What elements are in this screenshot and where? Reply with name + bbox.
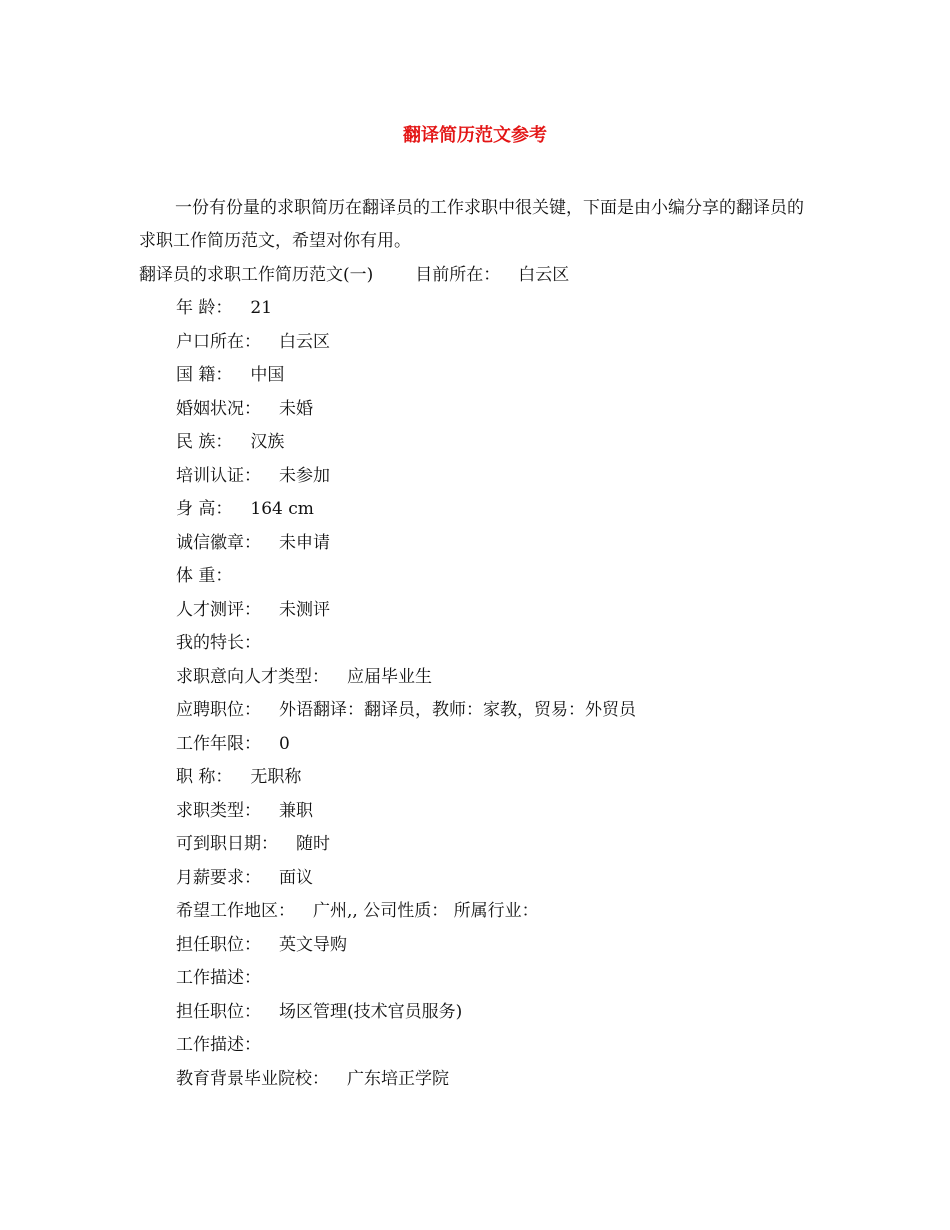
field-label: 担任职位： <box>176 1001 261 1022</box>
field-row <box>176 895 636 929</box>
field-value: 未申请 <box>279 532 330 553</box>
field-row <box>176 493 636 527</box>
field-row <box>176 996 636 1030</box>
field-value: 场区管理(技术官员服务) <box>279 1001 463 1022</box>
field-label: 民 族： <box>176 432 233 452</box>
field-value: 应届毕业生 <box>347 666 432 687</box>
field-label: 职 称： <box>176 767 233 787</box>
field-row <box>176 527 636 561</box>
field-row <box>176 460 636 494</box>
field-row <box>176 292 636 326</box>
field-label: 年 龄： <box>176 298 233 318</box>
field-row <box>176 728 636 762</box>
field-label: 应聘职位： <box>176 700 261 720</box>
field-value: 0 <box>279 733 290 754</box>
field-row <box>176 560 636 594</box>
field-row <box>176 393 636 427</box>
field-label: 婚姻状况： <box>176 398 261 419</box>
field-value: 外语翻译：翻译员，教师：家教，贸易：外贸员 <box>279 700 636 720</box>
field-row <box>176 795 636 829</box>
field-row <box>176 661 636 695</box>
field-row <box>176 694 636 728</box>
field-row <box>176 627 636 661</box>
field-label: 工作描述： <box>176 968 261 988</box>
document-title: 翻译简历范文参考 <box>403 125 547 146</box>
field-label: 身 高： <box>176 499 233 519</box>
intro-paragraph: 一份有份量的求职简历在翻译员的工作求职中很关键，下面是由小编分享的翻译员的求职工作简历范文，希望对你有用。 <box>139 198 804 251</box>
section-heading-line <box>139 259 569 292</box>
field-label: 我的特长： <box>176 633 261 653</box>
current-location-value: 白云区 <box>518 265 570 285</box>
field-row <box>176 594 636 628</box>
field-value: 21 <box>250 298 273 318</box>
field-row <box>176 1029 636 1063</box>
field-row <box>176 1063 636 1097</box>
field-label: 工作年限： <box>176 733 261 754</box>
field-value: 未参加 <box>279 465 330 486</box>
field-value: 无职称 <box>250 767 302 787</box>
field-value: 英文导购 <box>279 934 347 955</box>
field-value: 中国 <box>250 365 285 385</box>
field-value: 164 cm <box>250 499 314 519</box>
field-value: 随时 <box>296 834 330 854</box>
field-value: 汉族 <box>250 432 285 452</box>
field-row <box>176 929 636 963</box>
field-label: 求职意向人才类型： <box>176 666 329 687</box>
field-row <box>176 828 636 862</box>
current-location-label: 目前所在： <box>415 265 501 285</box>
field-row <box>176 359 636 393</box>
field-label: 可到职日期： <box>176 834 278 854</box>
field-value: 广东培正学院 <box>347 1068 449 1089</box>
field-value: 广州,, 公司性质： 所属行业： <box>313 901 539 921</box>
section-heading: 翻译员的求职工作简历范文(一) <box>139 265 374 285</box>
field-label: 人才测评： <box>176 599 261 620</box>
field-row <box>176 426 636 460</box>
field-label: 教育背景毕业院校： <box>176 1068 329 1089</box>
field-value: 未婚 <box>279 398 313 419</box>
field-label: 体 重： <box>176 566 233 586</box>
field-value: 未测评 <box>279 599 330 620</box>
field-label: 希望工作地区： <box>176 901 295 921</box>
field-label: 求职类型： <box>176 800 261 821</box>
resume-fields <box>176 292 636 1096</box>
field-value: 白云区 <box>279 331 330 352</box>
field-value: 兼职 <box>279 800 313 821</box>
field-label: 国 籍： <box>176 365 233 385</box>
field-row <box>176 862 636 896</box>
field-value: 面议 <box>279 867 313 888</box>
field-row <box>176 326 636 360</box>
field-label: 工作描述： <box>176 1035 261 1055</box>
field-label: 担任职位： <box>176 934 261 955</box>
field-row <box>176 962 636 996</box>
field-label: 诚信徽章： <box>176 532 261 553</box>
field-row <box>176 761 636 795</box>
field-label: 月薪要求： <box>176 867 261 888</box>
field-label: 户口所在： <box>176 331 261 352</box>
field-label: 培训认证： <box>176 465 261 486</box>
